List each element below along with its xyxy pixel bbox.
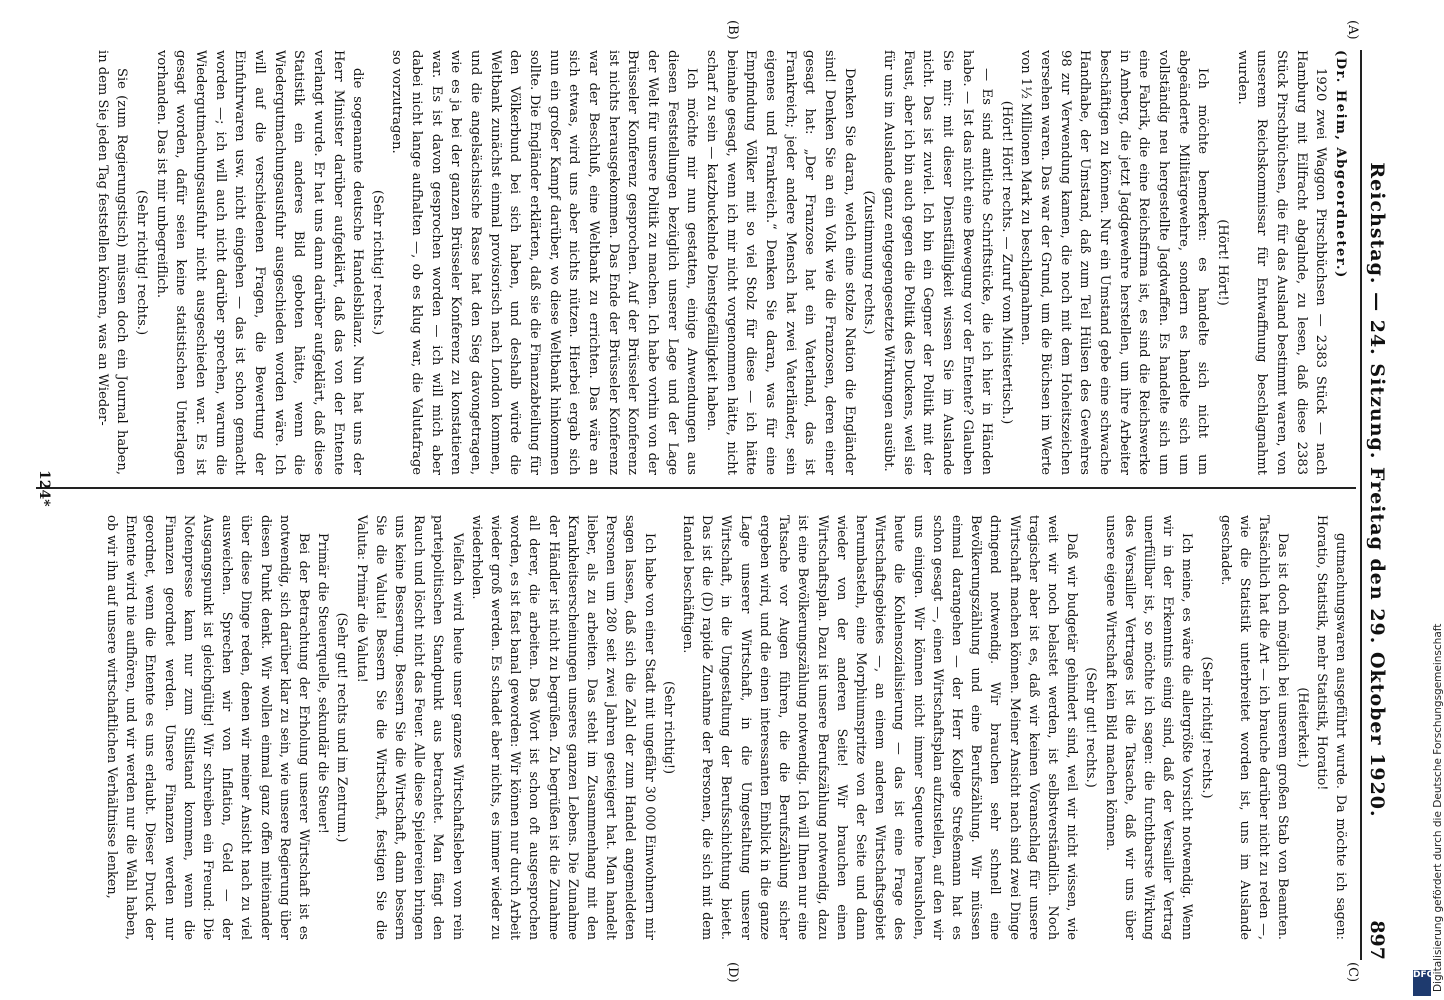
paragraph: Ich möchte mir nun gestatten, einige Anwendungen aus diesen Feststellungen bezüglich unserer Lage und der Lage der Welt für unsere Politik zu machen. Ich habe vorhin von der Brüsseler Konferenz gesprochen. Auf der Brüsseler Konferenz ist nichts herausgekommen. Das Ende der Brüsseler Konferenz war der Beschluß, eine Weltbank zu errichten. Das wäre an sich etwas, wird uns aber nichts nützen. Hierbei ergab sich nun ein großer Kampf darüber, wo diese Weltbank hinkommen sollte. Die Engländer erklärten, daß sie die Finanzabteilung für den Völkerbund bei sich haben, und deshalb würde die Weltbank zunächst einmal provisorisch nach London kommen, und die angelsächsische Rasse hat den Sieg davongetragen, wie es ja bei der ganzen Brüsseler Konferenz zu konstatieren war. Es ist davon gesprochen worden — ich will mich aber dabei nicht lange aufhalten —, ob es klug war, die Valutafrage so vorzutragen. bbox=[389, 50, 700, 475]
paragraph: Ich möchte bemerken: es handelte sich nicht um abgeänderte Militärgewehre, sondern es handelte sich um vollständig neu hergestellte Jagdwaffen. Es handelte sich um eine Fabrik, die eine Reichsfirma ist, es sind die Reichswerke in Amberg, die jetzt Jagdgewehre herstellen, um ihre Arbeiter beschäftigen zu können. Nur ein Umstand gebe eine schwache Handhabe, der Umstand, daß zum Teil Hülsen des Gewehres 98 zur Verwendung kamen, die noch mit dem Hoheitszeichen versehen waren. Das war der Grund, um die Büchsen im Werte von 1½ Millionen Mark zu beschlagnahmen. bbox=[1018, 50, 1211, 475]
page-number: 897 bbox=[1366, 920, 1388, 960]
interjection: (Sehr richtig!) bbox=[660, 681, 676, 774]
digitization-credit: Digitalisierung gefördert durch die Deutsche Forschungsgemeinschaft bbox=[1432, 623, 1444, 992]
speaker-line bbox=[1330, 50, 1350, 475]
printer-signature: 124* bbox=[36, 470, 52, 507]
paragraph: Daß wir budgetär gehindert sind, weil wir nicht wissen, wie weit wir noch belastet werden, ist selbstverständlich. Noch tragischer aber ist es, daß wir keinen Voranschlag für unsere Wirtschaft machen können. Meiner Ansicht nach sind zwei Dinge dringend notwendig. Wir brauchen sehr schnell eine Bevölkerungszählung und eine Berufszählung. Wir müssen einmal darangehen — der Herr Kollege Streßemann hat es schon gesagt —, einen Wirtschaftsplan aufzustellen, auf den wir uns einigen. Wir können nicht immer Sequente herausholen, heute die Kohlensozialisierung — das ist eine Frage des Wirtschaftsgebietes —, an einem anderen Wirtschaftsgebiet herumbasteln, eine Morphiumspritze von der Seite und dann wieder von der anderen Seite! Wir brauchen einen Wirtschaftsplan. Dazu ist unsere Berufszählung notwendig, dazu ist eine Bevölkerungszählung notwendig. Ich will Ihnen nur eine Tatsache vor Augen führen, die die Berufszählung sicher ergeben wird, und die einen interessanten Einblick in die ganze Lage unserer Wirtschaft, in die Umgestaltung unserer Wirtschaft, in die Umgestaltung der Berufsschichtung bietet. Das ist die (D) rapide Zunahme der Personen, die sich mit dem Handel beschäftigen. bbox=[680, 515, 1080, 940]
interjection: (Sehr richtig! rechts.) bbox=[369, 189, 385, 336]
interjection: (Heiterkeit.) bbox=[1294, 687, 1310, 768]
interjection: (Sehr richtig! rechts.) bbox=[133, 189, 149, 336]
interjection: (Sehr richtig! rechts.) bbox=[1198, 656, 1214, 799]
interjection: (Zustimmung rechts.) bbox=[861, 190, 877, 335]
margin-mark-c: (C) bbox=[1345, 962, 1360, 983]
paragraph: 1920 zwei Waggon Pirschbüchsen — 2383 Stück — nach Hamburg mit Eilfracht abgalnde, zu lesen, daß diese 2383 Stück Pirschbüchsen, die für das Ausland bestimmt waren, von unserem Reichskommissar für Entwaffnung beschlagnahmt wurden. bbox=[1234, 50, 1329, 475]
page-header bbox=[1360, 50, 1388, 960]
paragraph: Bei der Betrachtung der Erholung unserer Wirtschaft ist es notwendig, sich darüber klar zu sein, wie unsere Regierung über diesen Punkt denkt. Wir wollen einmal ganz offen miteinander über diese Dinge reden, denen wir meiner Ansicht nach zu viel ausweichen. Sprechen wir von Inflation, Geld — der Ausgangspunkt ist gleichgültig! Wir schreiben ein Freund: Die Notenpresse kann nur zum Stillstand kommen, wenn die Finanzen geordnet werden. Unsere Finanzen werden nur geordnet, wenn die Entente es uns erlaubt. Dieser Druck der Entente wird nie aufhören, und wir werden nur die Wahl haben, ob wir ihn auf unsere wirtschaftlichen Verhältnisse lenken, bbox=[104, 515, 312, 940]
interjection: (Hört! Hört!) bbox=[1215, 219, 1231, 306]
margin-mark-d: (D) bbox=[725, 962, 740, 983]
paragraph: Sie (zum Regierungstisch) müssen doch ein Journal haben, in dem Sie jeden Tag feststellen können, was an Wieder- bbox=[94, 50, 130, 475]
left-text-column bbox=[92, 50, 1350, 475]
paragraph: die sogenannte deutsche Handelsbilanz. Nun hat uns der Herr Minister darüber aufgeklärt, daß das von der Entente verlangt wurde. Er hat uns dann darüber aufgeklärt, daß diese Statistik ein anderes Bild geboten hätte, wenn die Wiedergutmachungsausfuhr ausgeschieden worden wäre. Ich will auf die verschiedenen Fragen, die Bewertung der Einfuhrwaren usw. nicht eingehen — das ist schon gemacht worden —; ich will auch nicht darüber sprechen, warum die Wiedergutmachungsausfuhr nicht ausgeschieden war. Es ist gesagt worden, dafür seien keine statistischen Unterlagen vorhanden. Das ist mir unbegreiflich. bbox=[153, 50, 366, 475]
margin-mark-b: (B) bbox=[725, 20, 740, 40]
paragraph: Ich meine, es wäre die allergrößte Vorsicht notwendig. Wenn wir in der Erkenntnis einig sind, daß der Versailler Vertrag unerfüllbar ist, so möchte ich sagen: die furchtbarste Wirkung des Versailler Vertrages ist die Tatsache, daß wir uns über unsere eigene Wirtschaft kein Bild machen können. bbox=[1102, 515, 1195, 940]
interjection: (Sehr gut! rechts und im Zentrum.) bbox=[334, 612, 350, 843]
dfg-logo: DFG bbox=[1413, 970, 1431, 996]
speaker-name: (Dr. Heim, Abgeordneter.) bbox=[1333, 50, 1348, 279]
column-divider bbox=[36, 487, 1356, 489]
right-text-column bbox=[102, 515, 1350, 940]
interjection: (Sehr gut! rechts.) bbox=[1083, 667, 1099, 788]
paragraph: gutmachungswaren ausgeführt wurde. Da möchte ich sagen: Horatio, Statistik, mehr Statistik, Horatio! bbox=[1313, 515, 1348, 940]
interjection: (Hört! Hört! rechts. — Zuruf vom Ministertisch.) bbox=[998, 100, 1014, 425]
paragraph: Primär die Steuerquelle, sekundär die Steuer! bbox=[315, 533, 331, 834]
header-title: Reichstag. — 24. Sitzung. Freitag den 29. Oktober 1920. bbox=[1366, 162, 1388, 818]
paragraph: Ich habe von einer Stadt mit ungefähr 30 000 Einwohnern mir sagen lassen, daß sich die Zahl der zum Handel angemeldeten Personen um 280 seit zwei Jahren gesteigert hat. Man handelt lieber, als zu arbeiten. Das steht im Zusammenhang mit den Krankheitserscheinungen unseres ganzen Lebens. Die Zunahme der Händler ist nicht zu begrüßen. Zu begrüßen ist die Zunahme all derer, die arbeiten. Das Wort ist schon oft ausgesprochen worden, es ist fast banal geworden: Wir können nur durch Arbeit wieder groß werden. Es schadet aber nichts, es immer wieder zu wiederholen. bbox=[468, 515, 657, 940]
paragraph: — Es sind amtliche Schriftstücke, die ich hier in Händen habe. — Ist das nicht eine Bewegung vor der Entente? Glauben Sie mir: mit dieser Dienstfälligkeit wissen Sie im Auslande nicht. Das ist zuviel. Ich bin ein Gegner der Politik mit der Faust, aber ich bin auch gegen die Politik des Duckens, weil sie für uns im Auslande ganz entgegengesetzte Wirkungen ausübt. bbox=[880, 50, 995, 475]
paragraph: Denken Sie daran, welch eine stolze Nation die Engländer sind! Denken Sie an ein Volk wie die Franzosen, deren einer gesagt hat: „Der Franzose hat ein Vaterland, das ist Frankreich; jeder andere Mensch hat zwei Vaterländer, sein eigenes und Frankreich.“ Denken Sie daran, was für eine Empfindung Völker mit so viel Stolz für diese — ich hätte beinahe gesagt, wenn ich mir nicht vorgenommen hätte, nicht scharf zu sein — katzbuckelnde Dienstgefälligkeit haben. bbox=[704, 50, 857, 475]
paragraph: Vielfach wird heute unser ganzes Wirtschaftsleben vom rein parteipolitischen Standpunkt aus betrachtet. Man fängt den Rauch und löscht nicht das Feuer. Alle diese Spielereien bringen uns keine Besserung. Bessern Sie die Wirtschaft, dann bessern Sie die Valuta! Bessern Sie die Wirtschaft, festigen Sie die Valuta: Primär die Valuta! bbox=[353, 515, 465, 940]
paragraph: Das ist doch möglich bei unserem großen Stab von Beamten. Tatsächlich hat die Art — ich brauche darüber nicht zu reden —, wie die Statistik unterbreitet worden ist, uns im Auslande geschadet. bbox=[1217, 515, 1291, 940]
margin-mark-a: (A) bbox=[1345, 20, 1360, 40]
digitization-credit-strip bbox=[1408, 0, 1444, 1000]
